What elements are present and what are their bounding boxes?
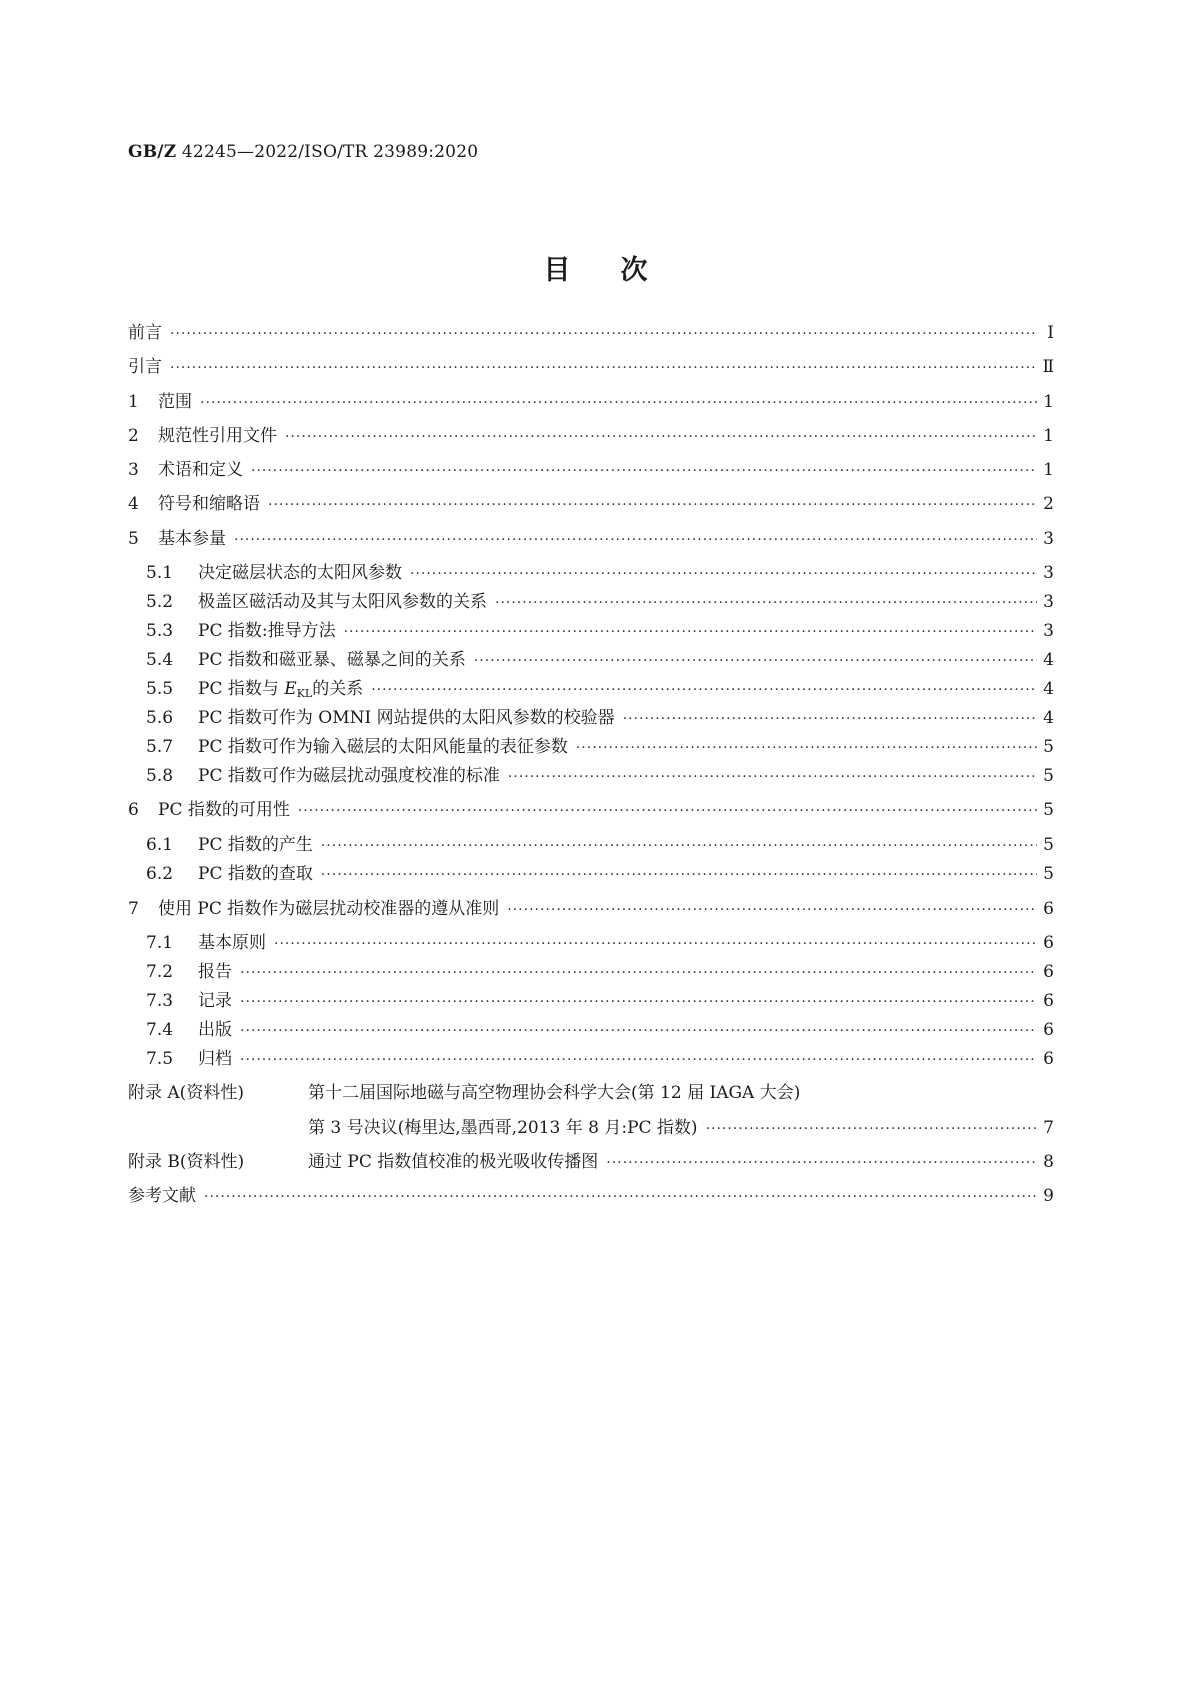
toc-label: 基本参量 bbox=[158, 529, 226, 549]
toc-number: 7.1 bbox=[146, 933, 174, 953]
toc-page: 5 bbox=[1043, 864, 1054, 884]
dot-leader bbox=[268, 497, 1037, 513]
toc-number: 7.4 bbox=[146, 1020, 174, 1040]
toc-entry-5-3[interactable] bbox=[146, 616, 1054, 644]
toc-number: 6.1 bbox=[146, 835, 174, 855]
toc-label: 第十二届国际地磁与高空物理协会科学大会(第 12 届 IAGA 大会) bbox=[308, 1083, 801, 1103]
toc-label: 出版 bbox=[198, 1020, 232, 1040]
toc-page: 6 bbox=[1043, 991, 1054, 1011]
toc-label-suffix: 的关系 bbox=[312, 679, 364, 699]
toc-number: 5.4 bbox=[146, 650, 174, 670]
toc-label: 记录 bbox=[198, 991, 232, 1011]
toc-label: 术语和定义 bbox=[158, 460, 243, 480]
toc-entry-6-1[interactable] bbox=[146, 830, 1054, 858]
dot-leader bbox=[474, 653, 1037, 669]
toc-entry-7-1[interactable] bbox=[146, 928, 1054, 956]
toc-entry-7[interactable] bbox=[128, 894, 1054, 922]
dot-leader bbox=[344, 624, 1038, 640]
toc-entry-annex-a-line2[interactable] bbox=[308, 1113, 1054, 1141]
toc-entry-3[interactable] bbox=[128, 455, 1054, 483]
dot-leader bbox=[170, 360, 1036, 376]
toc-entry-annex-b[interactable] bbox=[128, 1147, 1054, 1175]
dot-leader bbox=[170, 326, 1038, 342]
toc-entry-1[interactable] bbox=[128, 387, 1054, 415]
toc-entry-4[interactable] bbox=[128, 489, 1054, 517]
dot-leader bbox=[240, 994, 1037, 1010]
toc-number: 5.8 bbox=[146, 766, 174, 786]
page-title: 目次 bbox=[543, 255, 698, 286]
toc-label: 前言 bbox=[128, 323, 162, 343]
toc-page: 1 bbox=[1043, 392, 1054, 412]
toc-number: 4 bbox=[128, 494, 139, 514]
toc-label: 极盖区磁活动及其与太阳风参数的关系 bbox=[198, 592, 487, 612]
toc-page: 6 bbox=[1043, 933, 1054, 953]
toc-label: PC 指数可作为输入磁层的太阳风能量的表征参数 bbox=[198, 737, 568, 757]
dot-leader bbox=[274, 936, 1037, 952]
toc-page: 8 bbox=[1043, 1152, 1054, 1172]
toc-number: 7.2 bbox=[146, 962, 174, 982]
dot-leader bbox=[606, 1155, 1037, 1171]
toc-label-prefix: PC 指数与 bbox=[198, 679, 285, 699]
dot-leader bbox=[240, 965, 1037, 981]
toc-page: 3 bbox=[1043, 621, 1054, 641]
toc-entry-5-1[interactable] bbox=[146, 558, 1054, 586]
toc-label: 符号和缩略语 bbox=[158, 494, 260, 514]
toc-label: 基本原则 bbox=[198, 933, 266, 953]
toc-entry-5-5[interactable] bbox=[146, 674, 1054, 702]
toc-page: 5 bbox=[1043, 766, 1054, 786]
document-code-number: 42245—2022/ISO/TR 23989:2020 bbox=[176, 142, 479, 162]
toc-entry-5[interactable] bbox=[128, 524, 1054, 552]
subscript-kl: KL bbox=[296, 687, 313, 700]
toc-page: 4 bbox=[1043, 650, 1054, 670]
toc-page: 1 bbox=[1043, 460, 1054, 480]
toc-number: 5.7 bbox=[146, 737, 174, 757]
dot-leader bbox=[321, 838, 1037, 854]
toc-page: 5 bbox=[1043, 835, 1054, 855]
dot-leader bbox=[240, 1052, 1037, 1068]
toc-entry-5-7[interactable] bbox=[146, 732, 1054, 760]
toc-page: 6 bbox=[1043, 899, 1054, 919]
dot-leader bbox=[285, 429, 1037, 445]
toc-page: 1 bbox=[1043, 426, 1054, 446]
toc-entry-7-3[interactable] bbox=[146, 986, 1054, 1014]
dot-leader bbox=[495, 595, 1037, 611]
toc-label: 引言 bbox=[128, 357, 162, 377]
toc-number: 6.2 bbox=[146, 864, 174, 884]
toc-entry-7-2[interactable] bbox=[146, 957, 1054, 985]
toc-entry-6-2[interactable] bbox=[146, 859, 1054, 887]
toc-page: 2 bbox=[1043, 494, 1054, 514]
toc-page: 6 bbox=[1043, 962, 1054, 982]
toc-number: 7.3 bbox=[146, 991, 174, 1011]
dot-leader bbox=[410, 566, 1037, 582]
toc-page: 5 bbox=[1043, 800, 1054, 820]
toc-label: 决定磁层状态的太阳风参数 bbox=[198, 563, 402, 583]
dot-leader bbox=[200, 395, 1037, 411]
toc-entry-6[interactable] bbox=[128, 795, 1054, 823]
toc-number: 5.2 bbox=[146, 592, 174, 612]
toc-page: Ⅱ bbox=[1042, 357, 1054, 377]
toc-label: PC 指数的可用性 bbox=[158, 800, 290, 820]
annex-prefix: 附录 B(资料性) bbox=[128, 1152, 245, 1172]
dot-leader bbox=[508, 769, 1037, 785]
toc-page: 6 bbox=[1043, 1020, 1054, 1040]
toc-entry-5-2[interactable] bbox=[146, 587, 1054, 615]
toc-page: 5 bbox=[1043, 737, 1054, 757]
toc-page: 7 bbox=[1043, 1118, 1054, 1138]
toc-entry-5-4[interactable] bbox=[146, 645, 1054, 673]
dot-leader bbox=[298, 803, 1037, 819]
toc-label: 报告 bbox=[198, 962, 232, 982]
toc-label: 参考文献 bbox=[128, 1186, 196, 1206]
toc-number: 5.5 bbox=[146, 679, 174, 699]
toc-number: 5.1 bbox=[146, 563, 174, 583]
annex-prefix: 附录 A(资料性) bbox=[128, 1083, 244, 1103]
dot-leader bbox=[240, 1023, 1037, 1039]
toc-label: PC 指数的产生 bbox=[198, 835, 313, 855]
toc-entry-annex-a-line1[interactable] bbox=[128, 1078, 1054, 1106]
toc-page: 3 bbox=[1043, 592, 1054, 612]
toc-entry-5-6[interactable] bbox=[146, 703, 1054, 731]
dot-leader bbox=[623, 711, 1038, 727]
toc-number: 7.5 bbox=[146, 1049, 174, 1069]
toc-page: 4 bbox=[1043, 679, 1054, 699]
dot-leader bbox=[234, 532, 1037, 548]
dot-leader bbox=[371, 682, 1037, 698]
dot-leader bbox=[706, 1121, 1038, 1137]
toc-number: 5.3 bbox=[146, 621, 174, 641]
toc-label: 范围 bbox=[158, 392, 192, 412]
toc-entry-7-5[interactable] bbox=[146, 1044, 1054, 1072]
toc-page: Ⅰ bbox=[1047, 323, 1054, 343]
toc-label: PC 指数的查取 bbox=[198, 864, 313, 884]
toc-number: 7 bbox=[128, 899, 139, 919]
toc-number: 6 bbox=[128, 800, 139, 820]
toc-number: 3 bbox=[128, 460, 139, 480]
variable-e: E bbox=[284, 679, 297, 699]
dot-leader bbox=[251, 463, 1037, 479]
toc-number: 5.6 bbox=[146, 708, 174, 728]
document-code-prefix: GB/Z bbox=[128, 142, 177, 162]
toc-label: 通过 PC 指数值校准的极光吸收传播图 bbox=[308, 1152, 599, 1172]
toc-page: 3 bbox=[1043, 563, 1054, 583]
toc-page: 3 bbox=[1043, 529, 1054, 549]
toc-entry-7-4[interactable] bbox=[146, 1015, 1054, 1043]
toc-label: PC 指数可作为 OMNI 网站提供的太阳风参数的校验器 bbox=[198, 708, 615, 728]
dot-leader bbox=[507, 902, 1037, 918]
toc-page: 6 bbox=[1043, 1049, 1054, 1069]
dot-leader bbox=[204, 1189, 1037, 1205]
toc-label: PC 指数和磁亚暴、磁暴之间的关系 bbox=[198, 650, 466, 670]
toc-label: PC 指数可作为磁层扰动强度校准的标准 bbox=[198, 766, 500, 786]
toc-label: 规范性引用文件 bbox=[158, 426, 277, 446]
toc-number: 5 bbox=[128, 529, 139, 549]
dot-leader bbox=[321, 867, 1037, 883]
toc-entry-2[interactable] bbox=[128, 421, 1054, 449]
toc-label: 第 3 号决议(梅里达,墨西哥,2013 年 8 月:PC 指数) bbox=[308, 1118, 698, 1138]
toc-number: 1 bbox=[128, 392, 139, 412]
document-code bbox=[128, 142, 478, 162]
toc-label: 使用 PC 指数作为磁层扰动校准器的遵从准则 bbox=[158, 899, 500, 919]
toc-label: 归档 bbox=[198, 1049, 232, 1069]
toc-entry-5-8[interactable] bbox=[146, 761, 1054, 789]
toc-page: 9 bbox=[1043, 1186, 1054, 1206]
toc-number: 2 bbox=[128, 426, 139, 446]
toc-entry-introduction[interactable] bbox=[128, 352, 1054, 380]
toc-entry-foreword[interactable] bbox=[128, 318, 1054, 346]
toc-label: PC 指数:推导方法 bbox=[198, 621, 336, 641]
toc-page: 4 bbox=[1043, 708, 1054, 728]
toc-entry-bibliography[interactable] bbox=[128, 1181, 1054, 1209]
dot-leader bbox=[576, 740, 1037, 756]
toc-label bbox=[198, 674, 363, 700]
